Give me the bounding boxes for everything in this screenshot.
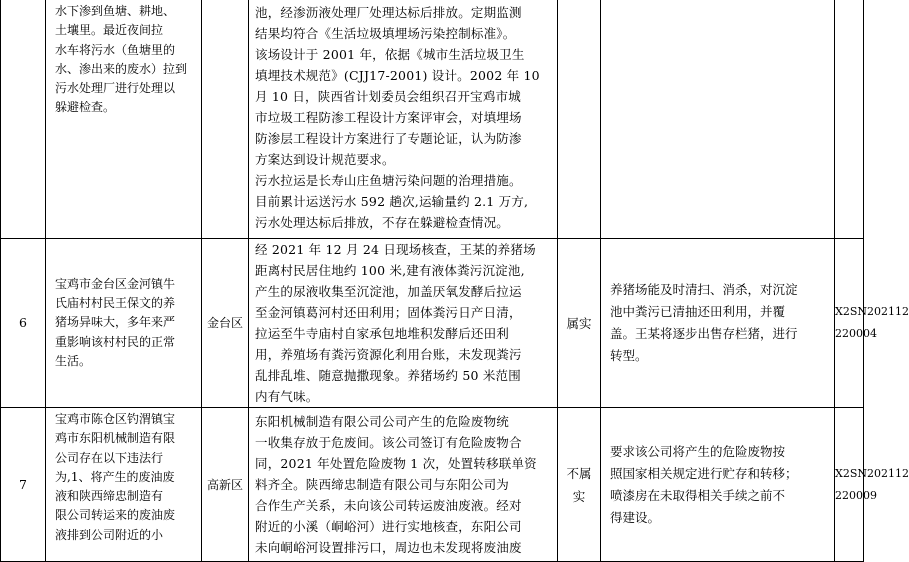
action-cell: 养猪场能及时清扫、消杀，对沉淀 池中粪污已清抽还田利用，并覆 盖。王某将逐步出售存栏猪，进行 转型。: [601, 239, 835, 408]
row-number: [1, 0, 46, 239]
case-code-cell: X2SN202112 220004: [835, 239, 864, 408]
table-row: [1, 408, 864, 562]
finding-cell: 经 2021 年 12 月 24 日现场核查，王某的养猪场 距离村民居住地约 100 米,建有液体粪污沉淀池, 产生的尿液收集至沉淀池，加盖厌氧发酵后拉运 至金河镇葛河村还田利用；固体粪污日产日清， 拉运至牛寺庙村自家承包地堆积发酵后还田利 用，养殖场有粪污资源化利用台账，未发现粪污 乱排乱堆、随意抛撒现象。养猪场约 50 米范围 内有气味。: [249, 239, 558, 408]
row-number: 7: [1, 408, 46, 562]
action-cell: 要求该公司将产生的危险废物按 照国家相关规定进行贮存和转移； 喷漆房在未取得相关手续之前不 得建设。: [601, 408, 835, 562]
finding-cell: 池，经渗沥液处理厂处理达标后排放。定期监测 结果均符合《生活垃圾填埋场污染控制标准》。 该场设计于 2001 年，依据《城市生活垃圾卫生 填埋技术规范》(CJJ17-2001) 设计。2002 年 10 月 10 日，陕西省计划委员会组织召开宝鸡市城 市垃圾工程防渗工程设计方案评审会，对填埋场 防渗层工程设计方案进行了专题论证，认为防渗 方案达到设计规范要求。 污水拉运是长寿山庄鱼塘污染问题的治理措施。 目前累计运送污水 592 趟次,运输量约 2.1 万方, 污水处理达标后排放，不存在躲避检查情况。: [249, 0, 558, 239]
case-code-cell: X2SN202112 220009: [835, 408, 864, 562]
table-row: [1, 0, 864, 239]
district-cell: 高新区: [202, 408, 249, 562]
district-cell: 金台区: [202, 239, 249, 408]
verdict-cell: 不属 实: [558, 408, 601, 562]
table-row: [1, 239, 864, 408]
finding-cell: 东阳机械制造有限公司公司产生的危险废物统 一收集存放于危废间。该公司签订有危险废物合 同，2021 年处置危险废物 1 次，处置转移联单资 料齐全。陕西缔忠制造有限公司与东阳公司为 合作生产关系，未向该公司转运废油废液。经对 附近的小溪（峒峪河）进行实地核查，东阳公司 未向峒峪河设置排污口，周边也未发现将废油废: [249, 408, 558, 562]
row-number: 6: [1, 239, 46, 408]
case-code-cell: [835, 0, 864, 239]
complaint-cell: 宝鸡市金台区金河镇牛 氏庙村村民王保文的养 猪场异味大，多年来严 重影响该村村民的正常 生活。: [46, 239, 202, 408]
complaint-cell: 水下渗到鱼塘、耕地、 土壤里。最近夜间拉 水车将污水（鱼塘里的 水、渗出来的废水）拉到 污水处理厂进行处理以 躲避检查。: [46, 0, 202, 239]
verdict-cell: 属实: [558, 239, 601, 408]
action-cell: [601, 0, 835, 239]
verdict-cell: [558, 0, 601, 239]
complaint-cell: 宝鸡市陈仓区钓渭镇宝 鸡市东阳机械制造有限 公司存在以下违法行 为,1、将产生的废油废 液和陕西缔忠制造有 限公司转运来的废油废 液排到公司附近的小: [46, 408, 202, 562]
district-cell: [202, 0, 249, 239]
